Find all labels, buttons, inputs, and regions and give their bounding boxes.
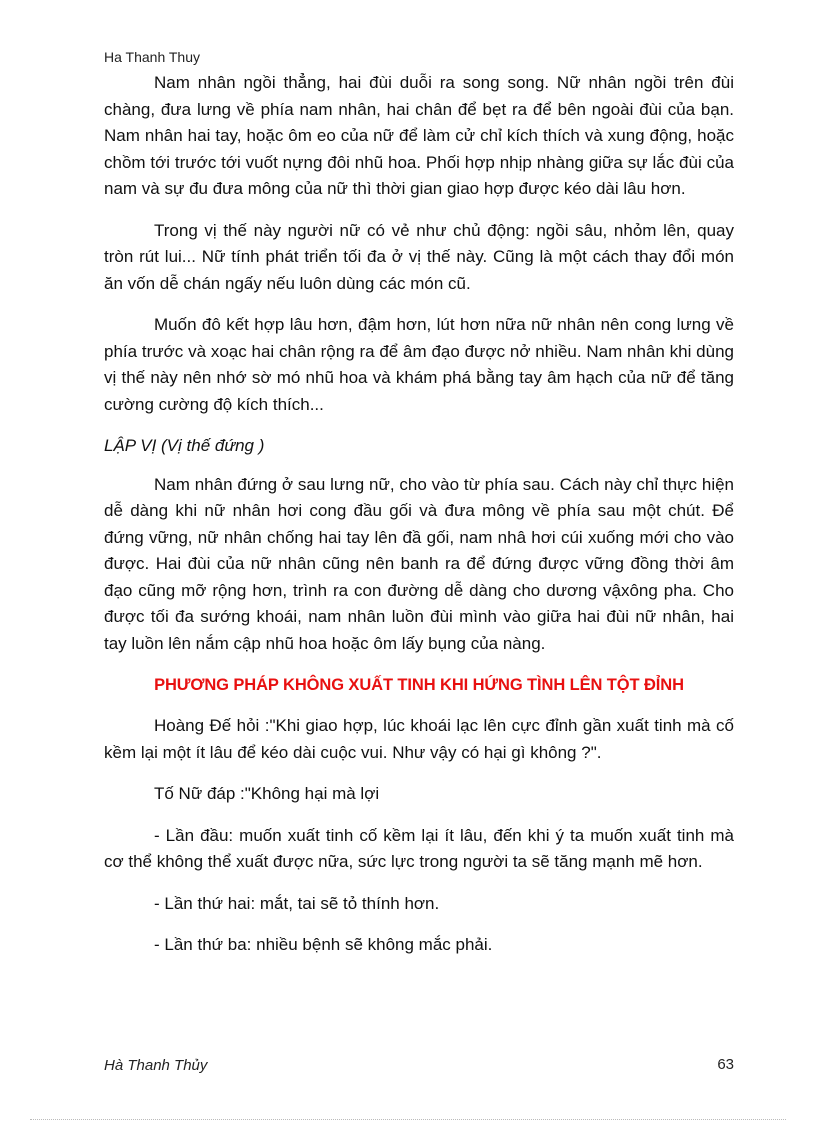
- paragraph: Tố Nữ đáp :"Không hại mà lợi: [154, 784, 380, 803]
- page-number: 63: [717, 1056, 734, 1073]
- paragraph: Trong vị thế này người nữ có vẻ như chủ động: ngồi sâu, nhỏm lên, quay tròn rút lui... Nữ tính phát triển tối đa ở vị thế này. Cũng là một cách thay đổi món ăn vốn dễ chán ngấy nếu luôn dùng các món cũ.: [104, 220, 734, 293]
- paragraph: Muốn đô kết hợp lâu hơn, đậm hơn, lút hơn nữa nữ nhân nên cong lưng về phía trước và xoạc hai chân rộng ra để âm đạo được nở nhiều. Nam nhân khi dùng vị thế này nên nhớ sờ mó nhũ hoa và khám phá bằng tay âm hạch của nữ để tăng cường cường độ kích thích...: [104, 315, 734, 414]
- paragraph: - Lần thứ hai: mắt, tai sẽ tỏ thính hơn.: [154, 893, 440, 913]
- section-title: PHƯƠNG PHÁP KHÔNG XUẤT TINH KHI HỨNG TÌNH LÊN TỘT ĐỈNH: [154, 676, 684, 694]
- paragraph: Hoàng Đế hỏi :"Khi giao hợp, lúc khoái lạc lên cực đỉnh gần xuất tinh mà cố kềm lại một ít lâu để kéo dài cuộc vui. Như vậy có hại gì không ?".: [104, 716, 734, 762]
- bottom-divider: [30, 1119, 786, 1120]
- footer-author: Hà Thanh Thủy: [104, 1057, 208, 1074]
- running-header: Ha Thanh Thuy: [104, 49, 200, 65]
- paragraph: - Lần thứ ba: nhiều bệnh sẽ không mắc phải.: [154, 935, 493, 954]
- page-body: [104, 70, 734, 974]
- subheading: LẬP VỊ (Vị thế đứng ): [104, 436, 265, 455]
- paragraph: Nam nhân đứng ở sau lưng nữ, cho vào từ phía sau. Cách này chỉ thực hiện dễ dàng khi nữ nhân hơi cong đầu gối và đưa mông về phía sau một chút. Để đứng vững, nữ nhân chống hai tay lên đầ gối, nam nhâ hơi cúi xuống mới cho vào được. Hai đùi của nữ nhân cũng nên banh ra để đứng được vững đồng thời âm đạo cũng mỡ rộng hơn, trình ra con đường dễ dàng cho dương vậxông pha. Cho được tối đa sướng khoái, nam nhân luồn đùi mình vào giữa hai đùi nữ nhân, hai tay luồn lên nắm cập nhũ hoa hoặc ôm lấy bụng của nàng.: [104, 474, 734, 653]
- paragraph: Nam nhân ngồi thẳng, hai đùi duỗi ra song song. Nữ nhân ngồi trên đùi chàng, đưa lưng về phía nam nhân, hai chân để bẹt ra để bên ngoài đùi của bạn. Nam nhân hai tay, hoặc ôm eo của nữ để làm cử chỉ kích thích và xung động, hoặc chồm tới trước tới vuốt nựng đôi nhũ hoa. Phối hợp nhịp nhàng giữa sự lắc đùi của nam và sự đu đưa mông của nữ thì thời gian giao hợp được kéo dài lâu hơn.: [104, 73, 734, 198]
- paragraph: - Lần đầu: muốn xuất tinh cố kềm lại ít lâu, đến khi ý ta muốn xuất tinh mà cơ thể không thể xuất được nữa, sức lực trong người ta sẽ tăng mạnh mẽ hơn.: [104, 825, 734, 871]
